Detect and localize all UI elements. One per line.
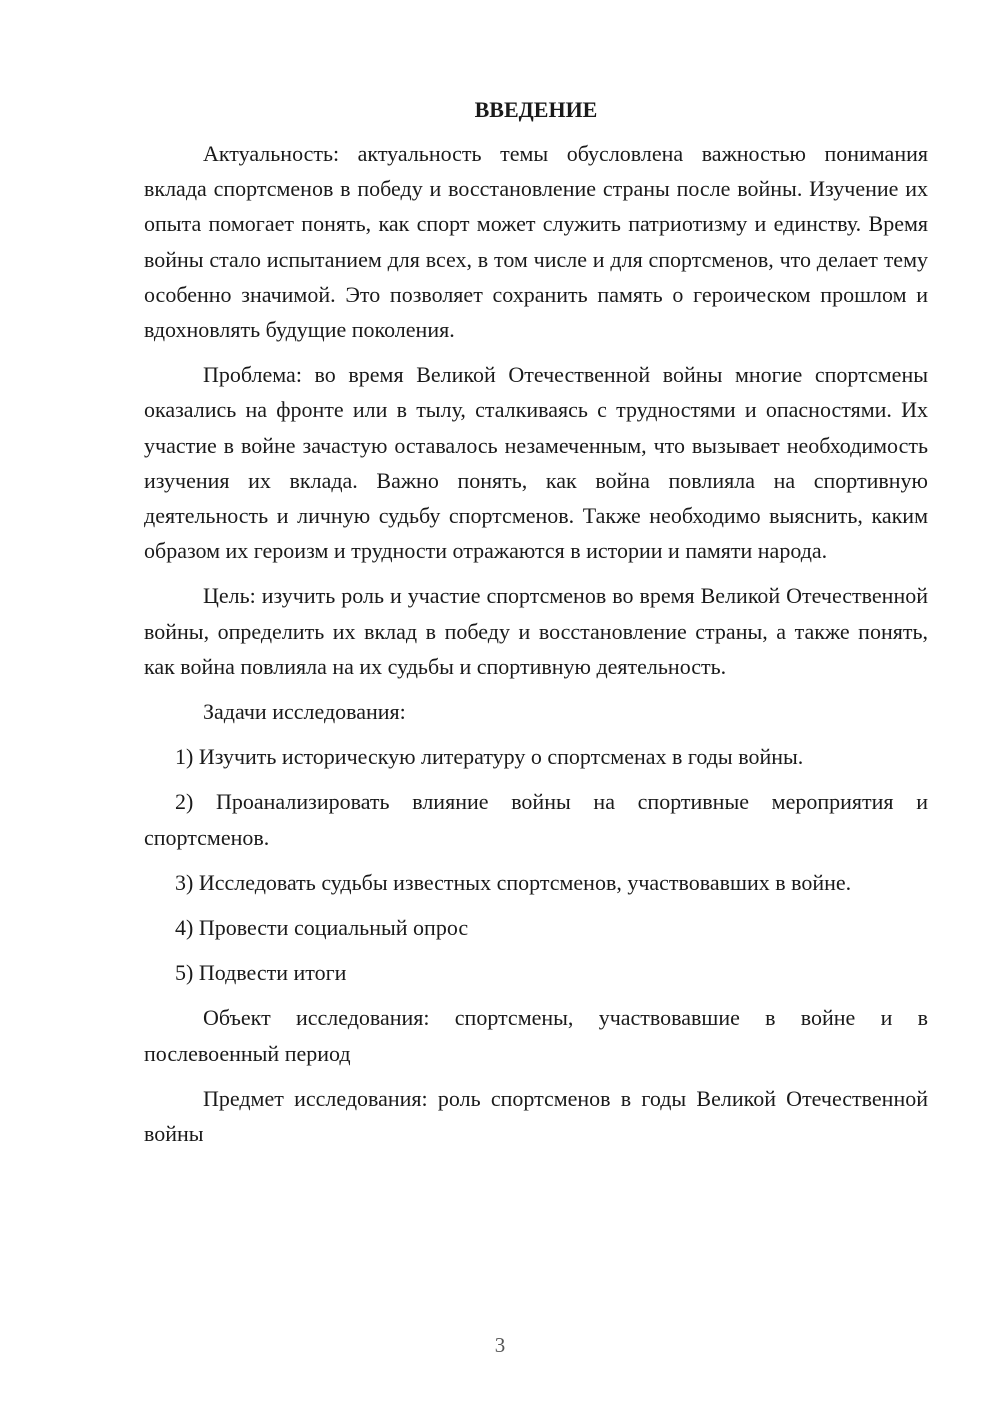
- goal-paragraph: Цель: изучить роль и участие спортсменов во время Великой Отечественной войны, определить их вклад в победу и восстановление страны, а также понять, как война повлияла на их судьбы и спортивную деятельность.: [144, 583, 928, 679]
- tasks-title: Задачи исследования:: [203, 699, 406, 725]
- task-item-3: 3) Исследовать судьбы известных спортсменов, участвовавших в войне.: [175, 869, 852, 895]
- page-heading: ВВЕДЕНИЕ: [474, 97, 598, 122]
- problem-paragraph: Проблема: во время Великой Отечественной войны многие спортсмены оказались на фронте или в тылу, сталкиваясь с трудностями и опасностями. Их участие в войне зачастую оставалось незамеченным, что вызывает необходимость изучения их вклада. Важно понять, как война повлияла на спортивную деятельность и личную судьбу спортсменов. Также необходимо выяснить, каким образом их героизм и трудности отражаются в истории и памяти народа.: [144, 362, 928, 564]
- task-item-2: 2) Проанализировать влияние войны на спортивные мероприятия и спортсменов.: [144, 789, 928, 850]
- document-page: [144, 92, 928, 1151]
- subject-paragraph: Предмет исследования: роль спортсменов в годы Великой Отечественной войны: [144, 1085, 928, 1147]
- object-paragraph: Объект исследования: спортсмены, участвовавшие в войне и в послевоенный период: [144, 1005, 928, 1066]
- task-item-5: 5) Подвести итоги: [175, 960, 347, 986]
- task-item-4: 4) Провести социальный опрос: [175, 915, 469, 941]
- relevance-paragraph: Актуальность: актуальность темы обусловлена важностью понимания вклада спортсменов в победу и восстановление страны после войны. Изучение их опыта помогает понять, как спорт может служить патриотизму и единству. Время войны стало испытанием для всех, в том числе и для спортсменов, что делает тему особенно значимой. Это позволяет сохранить память о героическом прошлом и вдохновлять будущие поколения.: [144, 141, 928, 343]
- task-item-1: 1) Изучить историческую литературу о спортсменах в годы войны.: [175, 744, 804, 770]
- page-number: 3: [494, 1333, 506, 1357]
